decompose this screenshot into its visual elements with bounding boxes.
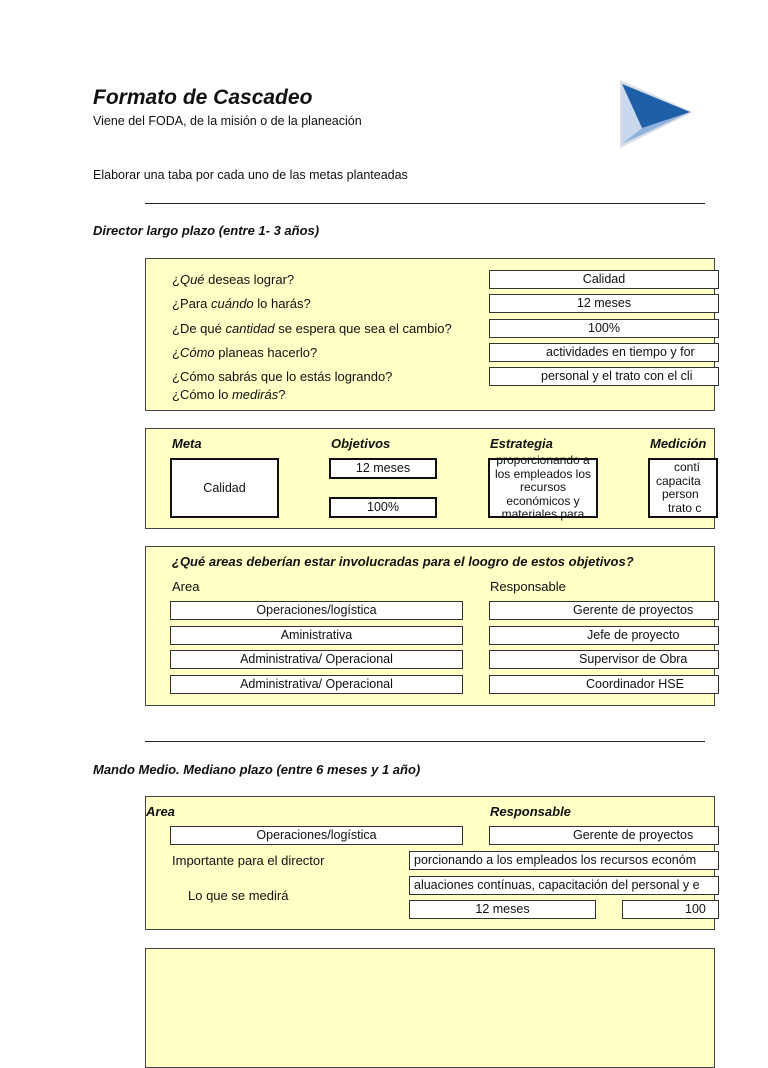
- label-importante: Importante para el director: [172, 853, 325, 868]
- areas-question: ¿Qué areas deberían estar involucradas para el loogro de estos objetivos?: [172, 554, 634, 569]
- question-cuando: ¿Para cuándo lo harás?: [172, 296, 311, 311]
- question-mediras: ¿Cómo lo medirás?: [172, 387, 286, 402]
- question-como: ¿Cómo planeas hacerlo?: [172, 345, 318, 360]
- medicion-line: contí: [674, 460, 701, 474]
- meta-value-box[interactable]: Calidad: [170, 458, 279, 518]
- question-cantidad: ¿De qué cantidad se espera que sea el cambio?: [172, 321, 452, 336]
- area-field[interactable]: Operaciones/logística: [170, 601, 463, 620]
- section-heading-director: Director largo plazo (entre 1- 3 años): [93, 223, 320, 238]
- estrategia-line: los empleados los: [494, 466, 592, 481]
- section-heading-mando-medio: Mando Medio. Mediano plazo (entre 6 meses y 1 año): [93, 762, 421, 777]
- header-area: Area: [146, 804, 175, 819]
- header-meta: Meta: [172, 436, 202, 451]
- divider-line: [145, 203, 705, 204]
- header-medicion: Medición: [650, 436, 707, 451]
- importante-field[interactable]: porcionando a los empleados los recursos económ: [409, 851, 719, 870]
- area-field[interactable]: Operaciones/logística: [170, 826, 463, 845]
- objetivo-time-box[interactable]: 12 meses: [329, 458, 437, 479]
- header-area: Area: [172, 579, 200, 594]
- objetivo-quantity-box[interactable]: 100%: [329, 497, 437, 518]
- instruction-text: Elaborar una taba por cada uno de las metas planteadas: [93, 168, 408, 182]
- answer-que-field[interactable]: Calidad: [489, 270, 719, 289]
- label-medira: Lo que se medirá: [188, 888, 289, 903]
- responsable-field[interactable]: Jefe de proyecto: [489, 626, 719, 645]
- medira-quantity-field[interactable]: 100: [622, 900, 719, 919]
- responsable-field[interactable]: Gerente de proyectos: [489, 601, 719, 620]
- page-title: Formato de Cascadeo: [93, 86, 313, 109]
- answer-como-field[interactable]: actividades en tiempo y for: [489, 343, 719, 362]
- responsable-field[interactable]: Coordinador HSE: [489, 675, 719, 694]
- page-subtitle: Viene del FODA, de la misión o de la planeación: [93, 114, 362, 128]
- medicion-line: capacita: [656, 473, 701, 488]
- estrategia-line: recursos: [519, 480, 566, 494]
- medira-time-field[interactable]: 12 meses: [409, 900, 596, 919]
- area-field[interactable]: Administrativa/ Operacional: [170, 675, 463, 694]
- header-estrategia: Estrategia: [490, 436, 553, 451]
- responsable-field[interactable]: Gerente de proyectos: [489, 826, 719, 845]
- question-que: ¿Qué deseas lograr?: [172, 272, 295, 287]
- answer-sabras-field[interactable]: personal y el trato con el cli: [489, 367, 719, 386]
- responsable-field[interactable]: Supervisor de Obra: [489, 650, 719, 669]
- area-field[interactable]: Aministrativa: [170, 626, 463, 645]
- next-panel: [145, 948, 715, 1068]
- area-field[interactable]: Administrativa/ Operacional: [170, 650, 463, 669]
- estrategia-line: proporcionando a: [496, 453, 590, 467]
- estrategia-line: materiales para: [501, 507, 585, 521]
- question-sabras: ¿Cómo sabrás que lo estás logrando?: [172, 369, 393, 384]
- divider-line: [145, 741, 705, 742]
- estrategia-line: económicos y: [506, 493, 580, 508]
- header-responsable: Responsable: [490, 579, 566, 594]
- header-responsable: Responsable: [490, 804, 571, 819]
- answer-cantidad-field[interactable]: 100%: [489, 319, 719, 338]
- estrategia-box[interactable]: [488, 453, 598, 521]
- answer-cuando-field[interactable]: 12 meses: [489, 294, 719, 313]
- medicion-line: trato c: [668, 500, 702, 515]
- medicion-box[interactable]: [648, 458, 718, 518]
- medira-field[interactable]: aluaciones contínuas, capacitación del personal y e: [409, 876, 719, 895]
- medicion-line: person: [662, 487, 699, 501]
- header-objetivos: Objetivos: [331, 436, 391, 451]
- logo-arrow-icon: [618, 78, 694, 150]
